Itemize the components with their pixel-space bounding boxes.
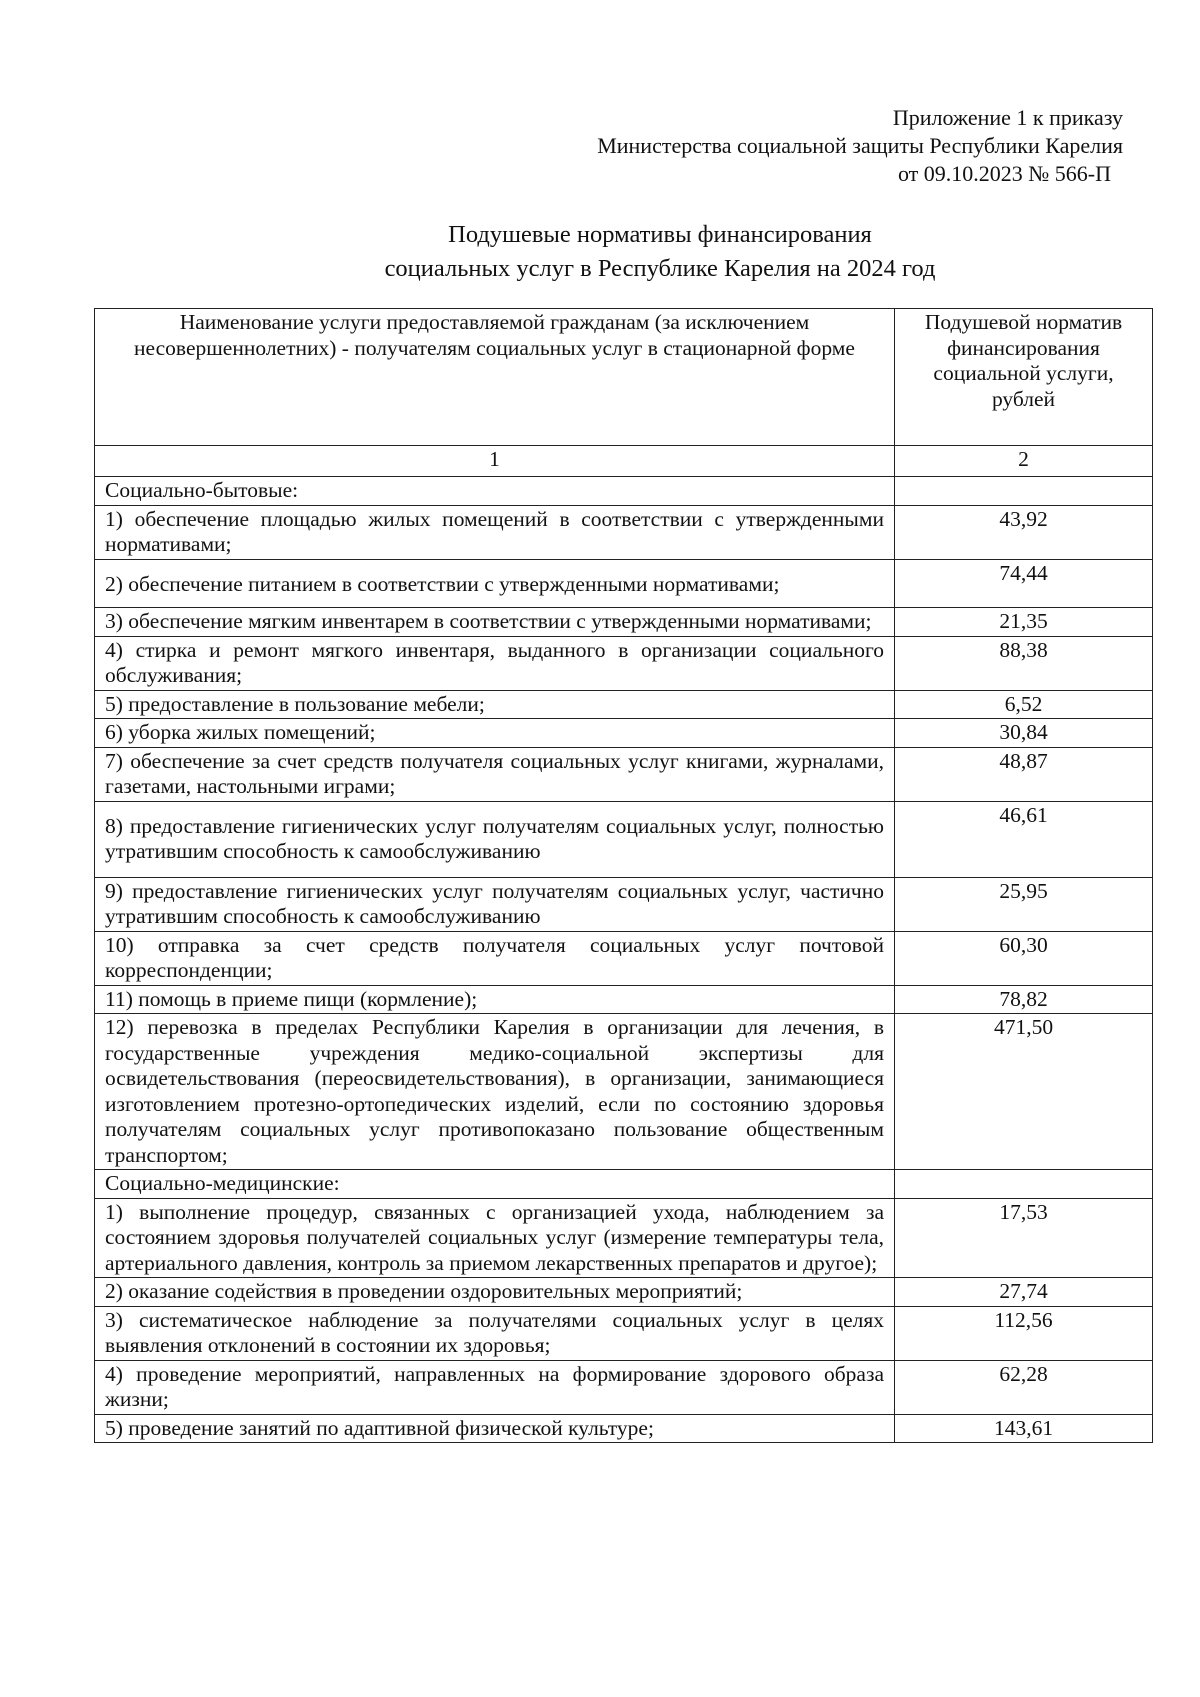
title-line-1: Подушевые нормативы финансирования <box>448 221 872 248</box>
norm-value: 17,53 <box>895 1198 1153 1278</box>
table-header-row <box>95 309 1153 446</box>
norm-value: 30,84 <box>895 719 1153 748</box>
norm-value: 6,52 <box>895 690 1153 719</box>
column-header-norm: Подушевой норматив финансирования социальной услуги, рублей <box>895 309 1153 446</box>
service-name: 2) оказание содействия в проведении оздоровительных мероприятий; <box>95 1278 895 1307</box>
service-name: 1) выполнение процедур, связанных с организацией ухода, наблюдением за состоянием здоровья получателей социальных услуг (измерение температуры тела, артериального давления, контроль за приемом лекарственных препаратов и другое); <box>95 1198 895 1278</box>
table-row <box>95 985 1153 1014</box>
service-name: 5) проведение занятий по адаптивной физической культуре; <box>95 1414 895 1443</box>
service-name: 3) обеспечение мягким инвентарем в соответствии с утвержденными нормативами; <box>95 608 895 637</box>
appendix-line-1: Приложение 1 к приказу <box>892 105 1123 130</box>
table-row <box>95 1414 1153 1443</box>
table-row <box>95 747 1153 801</box>
service-name: 3) систематическое наблюдение за получателями социальных услуг в целях выявления отклонений в состоянии их здоровья; <box>95 1306 895 1360</box>
service-name: 8) предоставление гигиенических услуг получателям социальных услуг, полностью утратившим способность к самообслуживанию <box>95 801 895 877</box>
section-row <box>95 1170 1153 1199</box>
column-number-1: 1 <box>95 446 895 477</box>
norm-value: 60,30 <box>895 931 1153 985</box>
appendix-order-date-number: от 09.10.2023 № 566-П <box>897 161 1111 186</box>
appendix-header <box>597 104 1123 188</box>
service-name: 7) обеспечение за счет средств получателя социальных услуг книгами, журналами, газетами, настольными играми; <box>95 747 895 801</box>
table-row <box>95 690 1153 719</box>
document-title <box>0 218 1200 286</box>
service-name: 1) обеспечение площадью жилых помещений в соответствии с утвержденными нормативами; <box>95 505 895 559</box>
section-row <box>95 477 1153 506</box>
column-number-row <box>95 446 1153 477</box>
table-row <box>95 1014 1153 1170</box>
table-row <box>95 505 1153 559</box>
section-empty-cell <box>895 1170 1153 1199</box>
norm-value: 25,95 <box>895 877 1153 931</box>
section-title: Социально-бытовые: <box>95 477 895 506</box>
service-name: 9) предоставление гигиенических услуг получателям социальных услуг, частично утратившим способность к самообслуживанию <box>95 877 895 931</box>
table-row <box>95 1306 1153 1360</box>
norm-value: 21,35 <box>895 608 1153 637</box>
section-empty-cell <box>895 477 1153 506</box>
table-row <box>95 636 1153 690</box>
service-name: 10) отправка за счет средств получателя социальных услуг почтовой корреспонденции; <box>95 931 895 985</box>
table-row <box>95 1278 1153 1307</box>
norm-value: 88,38 <box>895 636 1153 690</box>
table-row <box>95 877 1153 931</box>
table-row <box>95 931 1153 985</box>
norm-value: 46,61 <box>895 801 1153 877</box>
service-name: 2) обеспечение питанием в соответствии с утвержденными нормативами; <box>95 559 895 608</box>
norm-value: 78,82 <box>895 985 1153 1014</box>
column-header-service: Наименование услуги предоставляемой гражданам (за исключением несовершеннолетних) - получателям социальных услуг в стационарной форме <box>95 309 895 446</box>
table-row <box>95 1360 1153 1414</box>
norm-value: 112,56 <box>895 1306 1153 1360</box>
norm-value: 143,61 <box>895 1414 1153 1443</box>
norm-value: 74,44 <box>895 559 1153 608</box>
norm-value: 471,50 <box>895 1014 1153 1170</box>
norms-table <box>94 308 1153 1443</box>
norm-value: 27,74 <box>895 1278 1153 1307</box>
table-row <box>95 1198 1153 1278</box>
table-row <box>95 608 1153 637</box>
title-line-2: социальных услуг в Республике Карелия на 2024 год <box>384 255 936 282</box>
service-name: 12) перевозка в пределах Республики Карелия в организации для лечения, в государственные учреждения медико-социальной экспертизы для освидетельствования (переосвидетельствования), в организации, занимающиеся изготовлением протезно-ортопедических изделий, если по состоянию здоровья получателям социальных услуг противопоказано пользование общественным транспортом; <box>95 1014 895 1170</box>
section-title: Социально-медицинские: <box>95 1170 895 1199</box>
service-name: 5) предоставление в пользование мебели; <box>95 690 895 719</box>
table-row <box>95 801 1153 877</box>
service-name: 4) стирка и ремонт мягкого инвентаря, выданного в организации социального обслуживания; <box>95 636 895 690</box>
service-name: 11) помощь в приеме пищи (кормление); <box>95 985 895 1014</box>
appendix-line-2: Министерства социальной защиты Республики Карелия <box>597 133 1123 158</box>
norm-value: 43,92 <box>895 505 1153 559</box>
column-number-2: 2 <box>895 446 1153 477</box>
table-row <box>95 559 1153 608</box>
norm-value: 62,28 <box>895 1360 1153 1414</box>
norm-value: 48,87 <box>895 747 1153 801</box>
service-name: 6) уборка жилых помещений; <box>95 719 895 748</box>
service-name: 4) проведение мероприятий, направленных на формирование здорового образа жизни; <box>95 1360 895 1414</box>
table-row <box>95 719 1153 748</box>
